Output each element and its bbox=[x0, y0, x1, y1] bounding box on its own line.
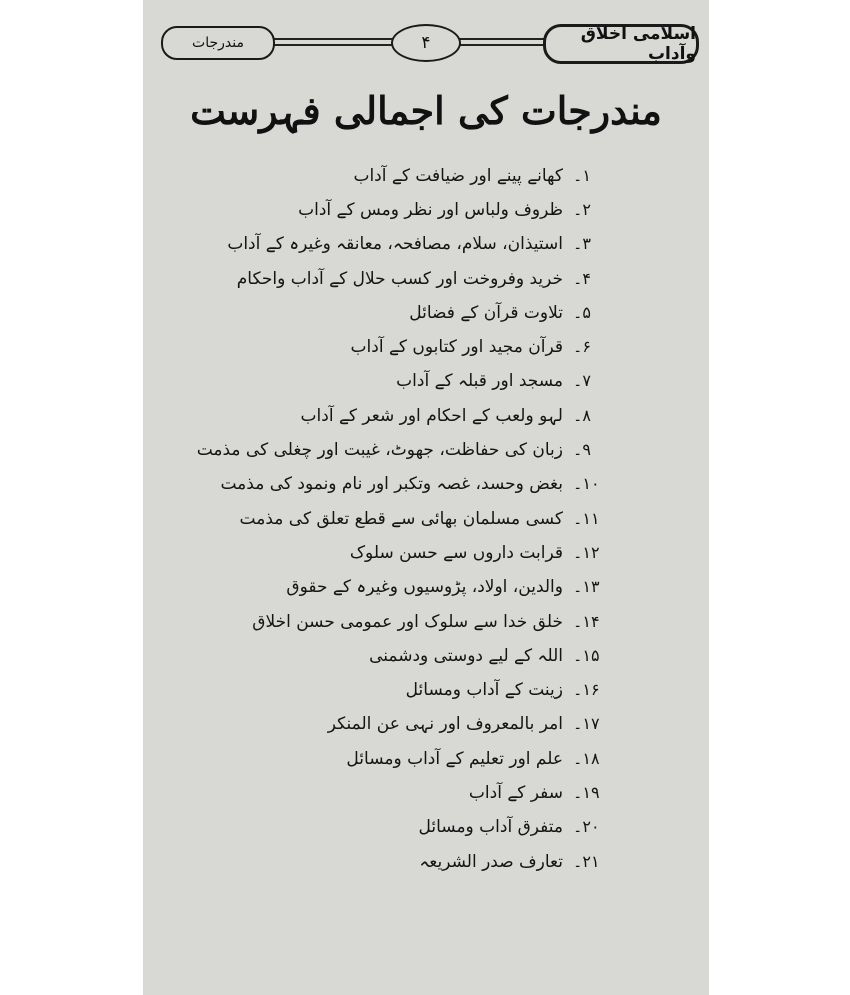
toc-item-title: متفرق آداب ومسائل bbox=[418, 816, 563, 837]
toc-item bbox=[183, 844, 613, 878]
toc-item bbox=[183, 192, 613, 226]
page-title: مندرجات کی اجمالی فہرست bbox=[190, 88, 662, 133]
toc-item-number: ۱۶۔ bbox=[573, 680, 600, 700]
toc-item-number: ۱۳۔ bbox=[573, 577, 600, 597]
toc-item bbox=[183, 535, 613, 569]
toc-item-title: والدین، اولاد، پڑوسیوں وغیرہ کے حقوق bbox=[286, 577, 563, 598]
toc-item-title: خرید وفروخت اور کسب حلال کے آداب واحکام bbox=[236, 268, 563, 289]
toc-item bbox=[183, 638, 613, 672]
toc-item-title: علم اور تعلیم کے آداب ومسائل bbox=[346, 748, 563, 769]
toc-item-title: امر بالمعروف اور نہی عن المنکر bbox=[327, 714, 563, 735]
toc-item-number: ۲۔ bbox=[573, 199, 591, 219]
toc-item-number: ۱۸۔ bbox=[573, 748, 600, 768]
toc-item-title: تعارف صدر الشریعہ bbox=[419, 851, 563, 872]
toc-item bbox=[183, 707, 613, 741]
toc-item-title: قرآن مجید اور کتابوں کے آداب bbox=[350, 337, 563, 358]
page-number: ۴ bbox=[391, 24, 461, 62]
toc-item-number: ۱۵۔ bbox=[573, 645, 600, 665]
toc-item-title: خلق خدا سے سلوک اور عمومی حسن اخلاق bbox=[252, 611, 563, 632]
toc-item bbox=[183, 501, 613, 535]
toc-item-number: ۱۷۔ bbox=[573, 714, 600, 734]
header-section-label: مندرجات bbox=[161, 26, 275, 60]
toc-item-title: قرابت داروں سے حسن سلوک bbox=[349, 542, 563, 563]
toc-item-title: استیذان، سلام، مصافحہ، معانقہ وغیرہ کے آداب bbox=[227, 234, 563, 255]
toc-item-title: بغض وحسد، غصہ وتکبر اور نام ونمود کی مذمت bbox=[220, 474, 563, 495]
book-page bbox=[143, 0, 709, 995]
toc-item bbox=[183, 364, 613, 398]
toc-item bbox=[183, 741, 613, 775]
header-book-title: اسلامی اخلاق وآداب bbox=[543, 24, 699, 64]
toc-item-number: ۱۰۔ bbox=[573, 474, 600, 494]
page-header bbox=[143, 22, 709, 66]
toc-item-title: تلاوت قرآن کے فضائل bbox=[409, 302, 563, 323]
toc-item bbox=[183, 604, 613, 638]
toc-item-number: ۳۔ bbox=[573, 234, 591, 254]
toc-item-number: ۸۔ bbox=[573, 405, 591, 425]
toc-item-number: ۶۔ bbox=[573, 337, 591, 357]
toc-item bbox=[183, 158, 613, 192]
toc-item bbox=[183, 398, 613, 432]
toc-item-title: مسجد اور قبلہ کے آداب bbox=[396, 371, 563, 392]
toc-item-number: ۹۔ bbox=[573, 440, 591, 460]
toc-item-number: ۲۰۔ bbox=[573, 817, 600, 837]
toc-item-number: ۵۔ bbox=[573, 302, 591, 322]
toc-item-title: کسی مسلمان بھائی سے قطع تعلق کی مذمت bbox=[239, 508, 563, 529]
toc-item bbox=[183, 261, 613, 295]
toc-item bbox=[183, 570, 613, 604]
toc-item bbox=[183, 672, 613, 706]
toc-item-number: ۲۱۔ bbox=[573, 851, 600, 871]
table-of-contents bbox=[183, 158, 613, 878]
toc-item-number: ۱۱۔ bbox=[573, 508, 600, 528]
toc-item-title: زبان کی حفاظت، جھوٹ، غیبت اور چغلی کی مذمت bbox=[196, 439, 563, 460]
toc-item-number: ۱۹۔ bbox=[573, 782, 600, 802]
toc-item-title: زینت کے آداب ومسائل bbox=[405, 680, 563, 701]
toc-item-number: ۷۔ bbox=[573, 371, 591, 391]
toc-item-title: ظروف ولباس اور نظر ومس کے آداب bbox=[298, 199, 563, 220]
toc-item-title: لہو ولعب کے احکام اور شعر کے آداب bbox=[300, 405, 563, 426]
toc-item bbox=[183, 810, 613, 844]
toc-item bbox=[183, 467, 613, 501]
toc-item bbox=[183, 329, 613, 363]
toc-item-title: اللہ کے لیے دوستی ودشمنی bbox=[369, 645, 563, 666]
toc-item bbox=[183, 775, 613, 809]
toc-item-number: ۱۲۔ bbox=[573, 542, 600, 562]
toc-item-title: کھانے پینے اور ضیافت کے آداب bbox=[353, 165, 563, 186]
toc-item bbox=[183, 295, 613, 329]
toc-item bbox=[183, 227, 613, 261]
toc-item-title: سفر کے آداب bbox=[468, 782, 563, 803]
toc-item-number: ۱۴۔ bbox=[573, 611, 600, 631]
toc-item-number: ۴۔ bbox=[573, 268, 591, 288]
toc-item-number: ۱۔ bbox=[573, 165, 591, 185]
toc-item bbox=[183, 432, 613, 466]
